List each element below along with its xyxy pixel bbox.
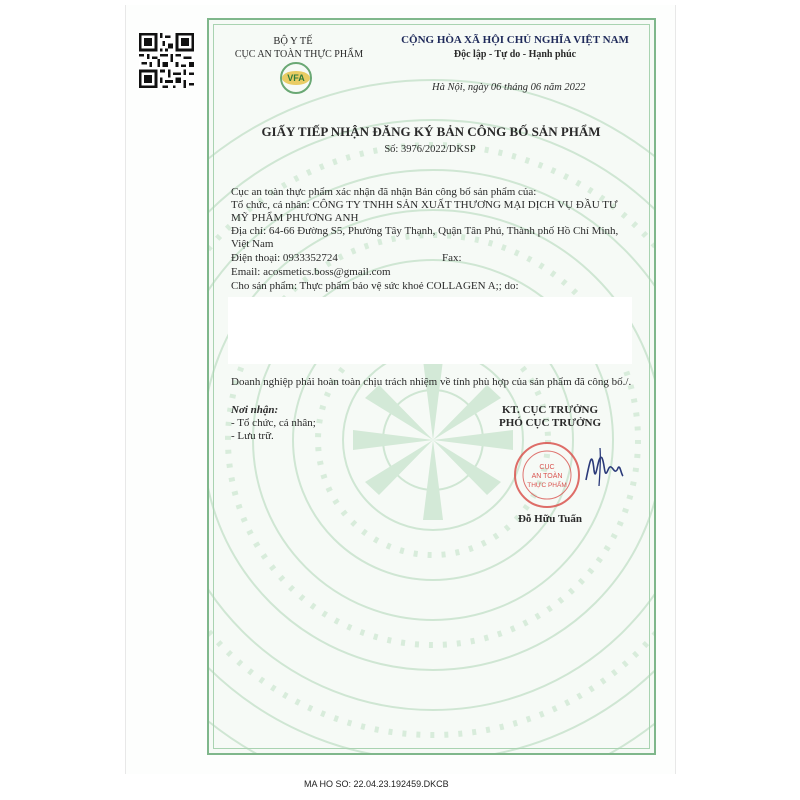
redacted-area: [228, 297, 632, 364]
agency-name: CỤC AN TOÀN THỰC PHẨM: [234, 49, 364, 60]
address-line-1: Địa chỉ: 64-66 Đường S5, Phường Tây Thạnh, Quận Tân Phú, Thành phố Hồ Chí Minh,: [231, 225, 619, 237]
responsibility-text: Doanh nghiệp phải hoàn toàn chịu trách nhiệm về tính phù hợp của sản phẩm đã công bố./.: [231, 376, 632, 388]
national-motto: Độc lập - Tự do - Hạnh phúc: [453, 49, 577, 60]
document-title: GIẤY TIẾP NHẬN ĐĂNG KÝ BẢN CÔNG BỐ SẢN PHẨM: [261, 124, 601, 139]
organization-line-2: MỸ PHẨM PHƯƠNG ANH: [231, 212, 359, 224]
document-number: Số: 3976/2022/DKSP: [384, 144, 476, 155]
place-date: Hà Nội, ngày 06 tháng 06 năm 2022: [432, 82, 586, 93]
phone-text: Điện thoại: 0933352724: [231, 252, 338, 264]
handwritten-signature: [580, 440, 625, 495]
product-text: Cho sản phẩm: Thực phẩm bảo vệ sức khoẻ COLLAGEN A;; do:: [231, 280, 519, 292]
svg-text:CỤC: CỤC: [539, 464, 555, 471]
vfa-logo: [279, 61, 313, 95]
ministry-name: BỘ Y TẾ: [273, 36, 313, 47]
recipients-label: Nơi nhận:: [231, 404, 279, 416]
organization-line-1: Tổ chức, cá nhân: CÔNG TY TNHH SẢN XUẤT THƯƠNG MẠI DỊCH VỤ ĐẦU TƯ: [231, 199, 618, 211]
dossier-code: MA HO SO: 22.04.23.192459.DKCB: [304, 779, 449, 789]
address-line-2: Việt Nam: [231, 238, 274, 250]
signer-role-1: KT. CỤC TRƯỞNG: [501, 404, 599, 416]
recipient-item: - Lưu trữ.: [231, 430, 274, 442]
intro-text: Cục an toàn thực phẩm xác nhận đã nhận Bản công bố sản phẩm của:: [231, 186, 537, 198]
republic-name: CỘNG HÒA XÃ HỘI CHỦ NGHĨA VIỆT NAM: [401, 34, 629, 46]
qr-code: [139, 33, 194, 88]
email-text: Email: acosmetics.boss@gmail.com: [231, 266, 391, 278]
signer-role-2: PHÓ CỤC TRƯỞNG: [498, 417, 602, 429]
signer-name: Đỗ Hữu Tuấn: [517, 513, 583, 525]
fax-text: Fax:: [442, 252, 462, 264]
svg-text:AN TOÀN: AN TOÀN: [531, 473, 563, 480]
recipient-item: - Tổ chức, cá nhân;: [231, 417, 316, 429]
svg-text:THỰC PHẨM: THỰC PHẨM: [527, 482, 567, 489]
svg-text:VFA: VFA: [287, 73, 305, 83]
official-stamp: [512, 440, 582, 510]
